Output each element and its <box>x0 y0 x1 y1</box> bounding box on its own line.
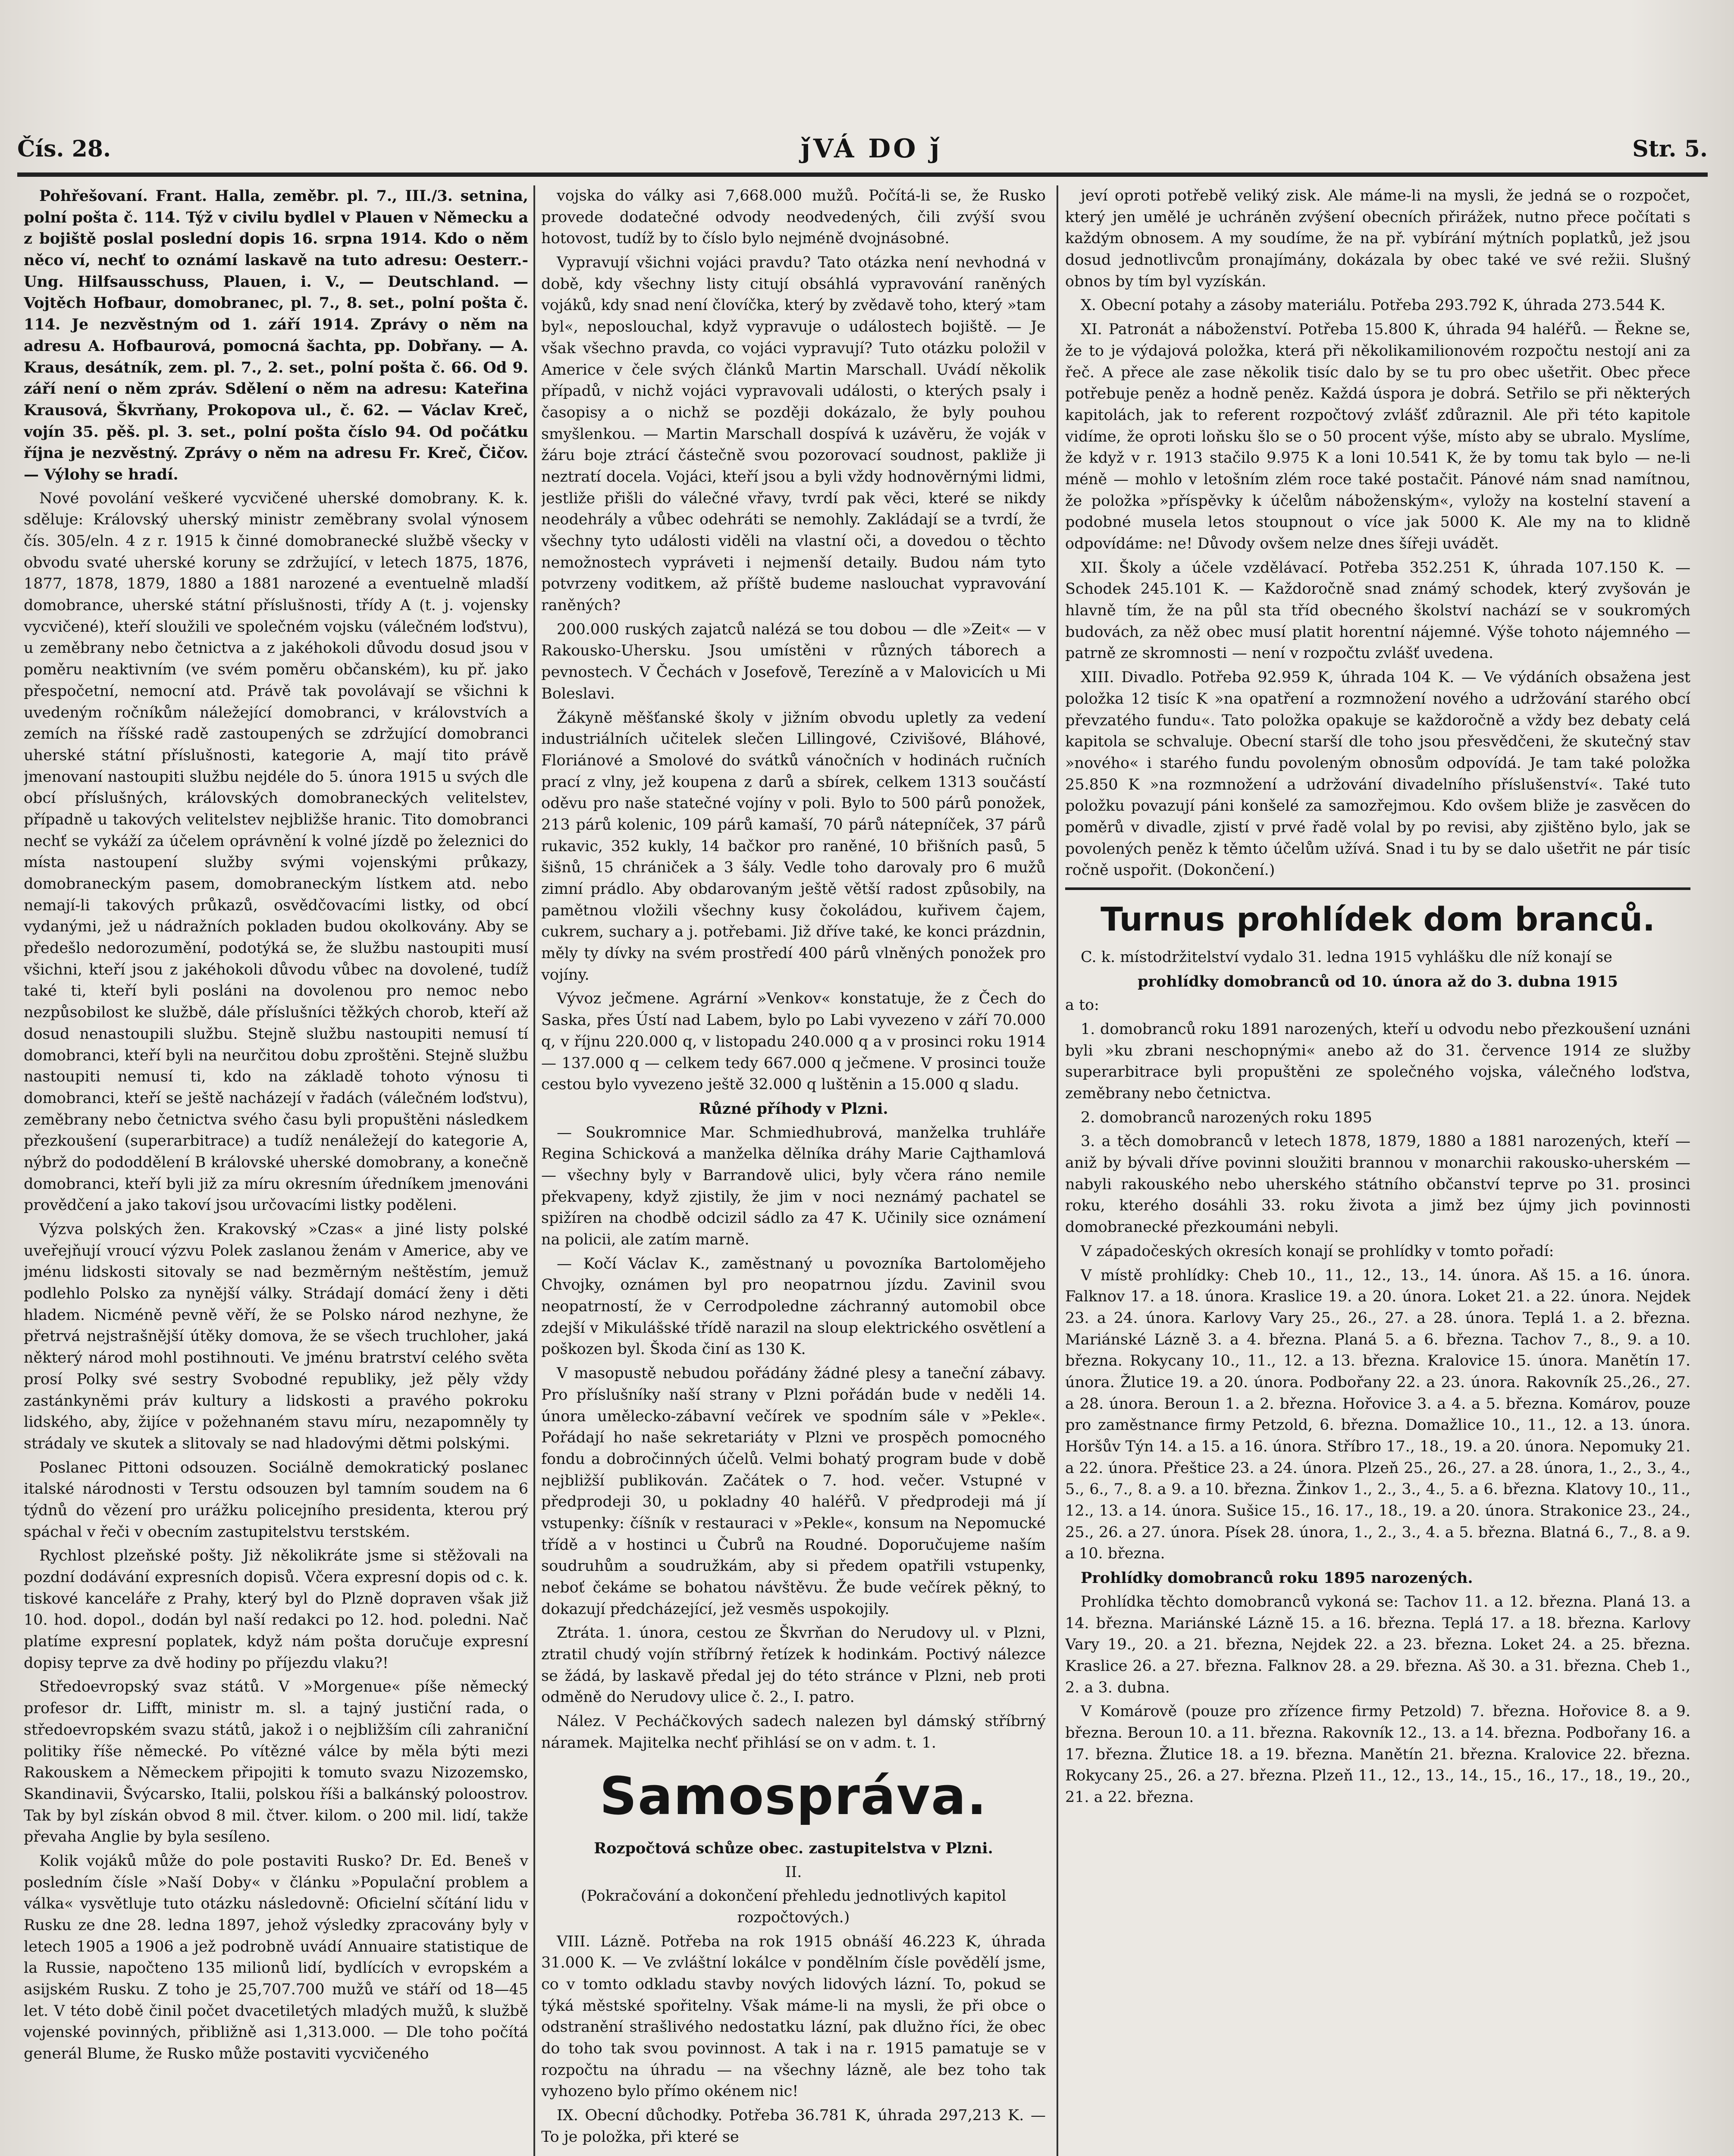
article-paragraph: 200.000 ruských zajatců nalézá se tou dobou — dle »Zeit« — v Rakousko-Uhersku. Jsou umístěni v různých táborech a pevnostech. V Čechách v Josefově, Terezíně a v Malovicích u Mi Boleslavi. <box>541 620 1046 702</box>
article-paragraph: (Pokračování a dokončení přehledu jednotlivých kapitol rozpočtových.) <box>580 1887 1007 1926</box>
article-paragraph: V západočeských okresích konají se prohlídky v tomto pořadí: <box>1081 1242 1554 1260</box>
column-2 <box>541 185 1046 2156</box>
article-paragraph: Středoevropský svaz států. V »Morgenue« píše německý profesor dr. Lifft, ministr m. sl. a tajný justiční rada, o středoevropském svazu států, jakož i o nejbližším cíli zahraniční politiky říše německé. Po vítězné válce by měla býti mezi Rakouskem a Německem připojiti k tomuto svazu Nizozemsko, Skandinavii, Švýcarsko, Italii, polskou říši a balkánský poloostrov. Tak by byl získán obvod 8 mil. čtver. kilom. o 200 mil. lidí, takže převaha Anglie by byla sesíleno. <box>24 1678 528 1846</box>
article-paragraph: Žákyně měšťanské školy v jižním obvodu upletly za vedení industriálních učitelek slečen Lillingové, Czivišové, Bláhové, Floriánové a Smolové do svátků vánočních v hodinách ručních prací z vlny, jež koupena z darů a sbírek, celkem 1313 součástí oděvu pro naše statečné vojíny v poli. Bylo to 500 párů ponožek, 213 párů kolenic, 109 párů kamaší, 70 párů nátepníček, 37 párů rukavic, 352 kukly, 14 bačkor pro raněné, 10 břišních pasů, 5 šišnů, 15 chrániček a 3 šály. Vedle toho darovaly pro 6 mužů zimní prádlo. Aby obdarovaným ještě větší radost způsobily, na pamětnou vložili všechny kusy čokoládou, kuřivem čajem, cukrem, suchary a j. potřebami. Již dříve také, ke konci prázdnin, měly ty dívky na svém prostředí 400 párů vlněných ponožek pro vojíny. <box>541 709 1046 984</box>
article-paragraph: C. k. místodržitelství vydalo 31. ledna 1915 vyhlášku dle níž konají se <box>1081 948 1612 966</box>
article-paragraph: 1. domobranců roku 1891 narozených, kteří u odvodu nebo přezkoušení uznáni byli »ku zbrani neschopnými« anebo až do 31. července 1914 ze služby superarbitrace byli propuštěni ze společného vojska, válečného loďstva, zeměbrany nebo četnictva. <box>1065 1020 1690 1103</box>
article-paragraph: V masopustě nebudou pořádány žádné plesy a taneční zábavy. Pro příslušníky naší strany v Plzni pořádán bude v neděli 14. února umělecko-zábavní večírek ve spodním sále v »Pekle«. Pořádají ho naše sekretariáty v Plzni ve prospěch pomocného fondu a dobročinných účelů. Velmi bohatý program bude v době nejbližší publikován. Začátek o 7. hod. večer. Vstupné v předprodeji 30, u pokladny 40 haléřů. V předprodeji má jí vstupenky: číšník v restauraci v »Pekle«, konsum na Nepomucké třídě a v hostinci u Čubrů na Roudné. Doporučujeme naším soudruhům a soudružkám, aby si předem opatřili vstupenky, neboť čekáme se bohatou návštěvu. Že bude večírek pěkný, to dokazují předcházející, jež vesměs uspokojily. <box>541 1365 1046 1618</box>
article-paragraph: vojska do války asi 7,668.000 mužů. Počítá-li se, že Rusko provede dodatečné odvody neodvedených, čili zvýší svou hotovost, tudíž by to číslo bylo nejméně dvojnásobné. <box>541 187 1046 248</box>
article-paragraph: Prohlídka těchto domobranců vykoná se: Tachov 11. a 12. března. Planá 13. a 14. března. Mariánské Lázně 15. a 16. března. Teplá 17. a 18. března. Karlovy Vary 19., 20. a 21. března, Nejdek 22. a 23. března. Loket 24. a 25. března. Kraslice 26. a 27. března. Falknov 28. a 29. března. Aš 30. a 31. března. Cheb 1., 2. a 3. dubna. <box>1065 1593 1690 1696</box>
article-paragraph: Vypravují všichni vojáci pravdu? Tato otázka není nevhodná v době, kdy všechny listy citují obsáhlá vypravování raněných vojáků, kdy snad není človíčka, který by zvědavě toho, který »tam byl«, neposlouchal, když vypravuje o událostech bojiště. — Je však všechno pravda, co vojáci vypravují? Tuto otázku položil v Americe v čele svých článků Martin Marschall. Uvádí několik případů, v nichž vojáci vypravovali události, o kterých psaly i časopisy a o nichž se později dokázalo, že byly pouhou smyšlenkou. — Martin Marschall dospívá k uzávěru, že voják v žáru boje ztrácí částečně svou pozorovací soudnost, pakliže ji neztratí docela. Vojáci, kteří jsou a byli vždy hodnověrnými lidmi, jestliže přišli do válečné vřavy, tvrdí pak věci, které se nikdy neodehrály a vůbec odehráti se nemohly. Zakládají se a tvrdí, že všechny tyto události viděli na vlastní oči, a dovedou o těchto nemožnostech vypráveti i nejmenší detaily. Budou nám tyto potvrzeny voditkem, až příště budeme naslouchat vypravování raněných? <box>541 254 1046 614</box>
article-paragraph: Rozpočtová schůze obec. zastupitelstva v Plzni. <box>594 1839 993 1857</box>
article-paragraph: X. Obecní potahy a zásoby materiálu. Potřeba 293.792 K, úhrada 273.544 K. <box>1081 297 1666 314</box>
article-paragraph: XII. Školy a účele vzdělávací. Potřeba 352.251 K, úhrada 107.150 K. — Schodek 245.101 K. — Každoročně snad známý schodek, který zvyšován je hlavně tím, že na půl sta tříd obecného školství nachází se v soukromých budovách, za něž obec musí platit horentní nájemné. Výše tohoto nájemného — patrně ze skromnosti — není v rozpočtu zvlášť uvedena. <box>1065 559 1690 662</box>
article-paragraph: Vývoz ječmene. Agrární »Venkov« konstatuje, že z Čech do Saska, přes Ústí nad Labem, bylo po Labi vyvezeno v září 70.000 q, v říjnu 220.000 q, v listopadu 240.000 q a v prosinci roku 1914 — 137.000 q — celkem tedy 667.000 q ječmene. V prosinci touže cestou bylo vyvezeno ještě 32.000 q luštěnin a 15.000 q sladu. <box>541 990 1046 1094</box>
article-paragraph: — Soukromnice Mar. Schmiedhubrová, manželka truhláře Regina Schicková a manželka dělníka dráhy Marie Cajthamlová — všechny byly v Barrandově ulici, byly včera ráno nemile překvapeny, když zjistily, že jim v noci neznámý pachatel se spižíren na chodbě odcizil sádlo za 47 K. Učinily sice oznámení na policii, ale zatím marně. <box>541 1124 1046 1248</box>
column-3 <box>1065 185 1690 2156</box>
article-paragraph: V místě prohlídky: Cheb 10., 11., 12., 13., 14. února. Aš 15. a 16. února. Falknov 17. a 18. února. Kraslice 19. a 20. února. Loket 21. a 22. února. Nejdek 23. a 24. února. Karlovy Vary 25., 26., 27. a 28. února. Teplá 1. a 2. března. Mariánské Lázně 3. a 4. března. Planá 5. a 6. března. Tachov 7., 8., 9. a 10. března. Rokycany 10., 11., 12. a 13. března. Kralovice 15. února. Manětín 17. února. Žlutice 19. a 20. února. Podbořany 22. a 23. února. Rakovník 25.,26., 27. a 28. února. Beroun 1. a 2. března. Hořovice 3. a 4. a 5. března. Komárov, pouze pro zaměstnance firmy Petzold, 6. března. Domažlice 10., 11., 12. a 13. února. Horšův Týn 14. a 15. a 16. února. Stříbro 17., 18., 19. a 20. února. Nepomuky 21. a 22. února. Přeštice 23. a 24. února. Plzeň 25., 26., 27. a 28. února, 1., 2., 3., 4., 5., 6., 7., 8. a 9. a 10. března. Žinkov 1., 2., 3., 4., 5. a 6. března. Klatovy 10., 11., 12., 13. a 14. února. Sušice 15., 16. 17., 18., 19. a 20. února. Strakonice 23., 24., 25., 26. a 27. února. Písek 28. února, 1., 2., 3., 4. a 5. března. Blatná 6., 7., 8. a 9. a 10. března. <box>1065 1266 1690 1563</box>
article-paragraph: Nález. V Pecháčkových sadech nalezen byl dámský stříbrný náramek. Majitelka nechť přihlásí se on v adm. t. 1. <box>541 1713 1046 1752</box>
issue-number: Čís. 28. <box>17 135 111 162</box>
article-paragraph: II. <box>785 1863 802 1881</box>
section-rule <box>1065 887 1690 890</box>
column-1 <box>24 185 528 2156</box>
article-paragraph: XIII. Divadlo. Potřeba 92.959 K, úhrada 104 K. — Ve výdáních obsažena jest položka 12 tisíc K »na opatření a rozmnožení nového a udržování starého obcí převzatého fundu«. Tato položka opakuje se každoročně a vždy bez debaty celá kapitola se schvaluje. Obecní starší dle toho jsou přesvědčeni, že skutečný stav »nového« i starého fundu povoleným obnosům odpovídá. Je tam také položka 25.850 K »na rozmnožení a udržování divadelního příslušenství«. Také tuto položku povazují páni konšelé za samozřejmou. Kdo ovšem bliže je zasvěcen do poměrů v divadle, zjistí v prvé řadě volal by po revisi, aby zjištěno bylo, jak se povolených peněz k těmto účelům užívá. Snad i tu by se dalo ušetřit ne pár tisíc ročně uspořit. (Dokončení.) <box>1065 669 1690 879</box>
article-paragraph: Pohřešovaní. Frant. Halla, zeměbr. pl. 7., III./3. setnina, polní pošta č. 114. Týž v civilu bydlel v Plauen v Německu a z bojiště poslal poslední dopis 16. srpna 1914. Kdo o něm něco ví, nechť to oznámí laskavě na tuto adresu: Oesterr.-Ung. Hilfsausschuss, Plauen, i. V., — Deutschland. — Vojtěch Hofbaur, domobranec, pl. 7., 8. set., polní pošta č. 114. Je nezvěstným od 1. září 1914. Zprávy o něm na adresu A. Hofbaurová, pomocná šachta, pp. Dobřany. — A. Kraus, desátník, zem. pl. 7., 2. set., polní pošta č. 66. Od 9. září není o něm zpráv. Sdělení o něm na adresu: Kateřina Krausová, Škvrňany, Prokopova ul., č. 62. — Václav Kreč, vojín 35. pěš. pl. 3. set., polní pošta číslo 94. Od počátku října je nezvěstný. Zprávy o něm na adresu Fr. Kreč, Čičov. — Výlohy se hradí. <box>24 187 528 483</box>
article-paragraph: IX. Obecní důchodky. Potřeba 36.781 K, úhrada 297,213 K. — To je položka, při které se <box>541 2107 1046 2146</box>
article-paragraph: 3. a těch domobranců v letech 1878, 1879, 1880 a 1881 narozených, kteří — aniž by bývali dříve povinni sloužiti brannou v monarchii rakousko-uherském — nabyli rakouského nebo uherského státního občanství teprve po 31. prosinci roku, kterého dosáhli 33. roku života a jimž bez újmy jich povinnosti domobranecké přezkoumáni nebyli. <box>1065 1133 1690 1236</box>
article-paragraph: Poslanec Pittoni odsouzen. Sociálně demokratický poslanec italské národnosti v Terstu odsouzen byl tamním soudem na 6 týdnů do vězení pro urážku policejního presidenta, kterou prý spáchal v řeči v obecním zastupitelstvu terstském. <box>24 1459 528 1541</box>
article-paragraph: Rychlost plzeňské pošty. Již několikráte jsme si stěžovali na pozdní dodávání expresních dopisů. Včera expresní dopis od c. k. tiskové kanceláře z Prahy, který byl do Plzně dopraven však již 10. hod. dopol., dodán byl naší redakci po 12. hod. poledni. Nač platíme expresní poplatek, když nám pošta doručuje expresní dopisy teprve za dvě hodiny po příjezdu vlaku?! <box>24 1547 528 1672</box>
article-paragraph: Nové povolání veškeré vycvičené uherské domobrany. K. k. sděluje: Královský uherský ministr zeměbrany svolal výnosem čís. 305/eln. 4 z r. 1915 k činné domobranecké službě všecky v obvodu svaté uherské koruny se zdržující, v letech 1875, 1876, 1877, 1878, 1879, 1880 a 1881 narozené a eventuelně mladší domobrance, uherské státní příslušnosti, třídy A (t. j. vojensky vycvičené), kteří sloužili ve společném vojsku (válečném loďstvu), u zeměbrany nebo četnictva a z jakéhokoli důvodu dosud jsou v poměru neaktivním (ve svém poměru občanském), ku př. jako přespočetní, nemocní atd. Právě tak povolávají se všichni k uvedeným ročníkům náležející domobranci, v královstvích a zemích na říšské radě zastoupených se zdržující domobranci uherské státní příslušnosti, kategorie A, mají tito právě jmenovaní nastoupiti službu nejdéle do 5. února 1915 u svých dle obcí příslušných, královských domobraneckých velitelstev, případně u takových velitelstev nejbližše hranic. Tito domobranci nechť se vykáží za účelem oprávnění k volné jízdě po železnici do místa nastoupení služby svými vojenskými průkazy, domobraneckým pasem, domobraneckým lístkem atd. nebo nemají-li takových průkazů, osvědčovacími listky, od obcí vydanými, jež u nádražních pokladen budou okolkovány. Aby se předešlo nedorozumění, podotýká se, že službu nastoupiti musí všichni, kteří jsou z jakéhokoli důvodu vůbec na dovolené, tudíž také ti, kteří byli posláni na dovolenou pro nemoc nebo nezpůsobilost ke službě, dále příslušníci těžkých chorob, kteří až dosud nenastoupili službu. Stejně službu nastoupiti nemusí tí domobranci, kteří byli na neurčitou dobu zproštěni. Stejně službu nastoupiti nemusí ti, kdo na základě tohoto výnosu ti domobranci, kteří se ještě nacházejí v řadách (válečném loďstvu), zeměbrany nebo četnictva svého času byli propuštěni následkem přezkoušení (superarbitrace) a tudíž nenáležejí do kategorie A, nýbrž do pododdělení B královské uherské domobrany, a konečně domobranci, kteří byli již za míru okresním úředníkem jmenováni provědčení a jako takoví jsou určovacími listky poděleni. <box>24 489 528 1214</box>
section-heading: Samospráva. <box>599 1766 988 1827</box>
article-paragraph: Výzva polských žen. Krakovský »Czas« a jiné listy polské uveřejňují vroucí výzvu Polek zaslanou ženám v Americe, aby ve jménu lidskosti sitovaly se nad bezměrným neštěstím, jemuž podlehlo Polsko za nynější války. Strádají domácí ženy i děti hladem. Nicméně pevně věří, že se Polsko národ nezhyne, že přetrvá nejstrašnější útěky domova, že se všech truchloher, jaká některý národ mohl postihnouti. Ve jménu bratrství celého světa prosí Polky své sestry Svobodné republiky, jež pěly vždy zastánkyněmi práv kultury a lidskosti a pravého pokroku lidského, aby, žijíce v požehnaném stavu míru, nezapomněly ty strádaly ve skutek a slitovaly se nad hladovými dětmi polskými. <box>24 1221 528 1452</box>
masthead-title: ǰVÁ DO ǰ <box>801 134 943 164</box>
article-paragraph: Prohlídky domobranců roku 1895 narozených. <box>1081 1569 1473 1587</box>
article-paragraph: 2. domobranců narozených roku 1895 <box>1081 1109 1372 1126</box>
page-number: Str. 5. <box>1632 135 1708 162</box>
page-header <box>17 125 1708 177</box>
article-paragraph: Ztráta. 1. února, cestou ze Škvrňan do Nerudovy ul. v Plzni, ztratil chudý vojín stříbrný řetízek k hodinkám. Poctivý nálezce se žádá, by laskavě předal jej do této stránce v Plzni, neb proti odměně do Nerudovy ulice č. 2., I. patro. <box>541 1624 1046 1706</box>
article-paragraph: Kolik vojáků může do pole postaviti Rusko? Dr. Ed. Beneš v posledním čísle »Naší Doby« v článku »Populační problem a válka« vysvětluje tuto otázku následovně: Oficielní sčítání lidu v Rusku ze dne 28. ledna 1897, jehož výsledky zpracovány byly v letech 1905 a 1906 a jež podrobně uvádí Annuaire statistique de la Russie, napočteno 135 milionů lidí, bydlících v evropském a asijském Rusku. Z toho je 25,707.700 mužů ve stáří od 18—45 let. V této době činil počet dvacetiletých mladých mužů, k službě vojenské povinných, přibližně asi 1,313.000. — Dle toho počítá generál Blume, že Rusko může postaviti vycvičeného <box>24 1852 528 2063</box>
article-paragraph: jeví oproti potřebě veliký zisk. Ale máme-li na mysli, že jedná se o rozpočet, který jen umělé je uchráněn zvýšení obecních přirážek, nutno přece počítati s každým obnosem. A my soudíme, že na př. vybírání mýtních poplatků, jež jsou dosud jednotlivcům pronajímány, dokázala by obec také ve své režii. Slušný obnos by tím byl vyzískán. <box>1065 187 1690 290</box>
article-paragraph: VIII. Lázně. Potřeba na rok 1915 obnáší 46.223 K, úhrada 31.000 K. — Ve zvláštní lokálce v pondělním čísle povědělí jsme, co v tomto odkladu stavby nových lidových lázní. To, pokud se týká městské spořitelny. Však máme-li na mysli, že při obce o odstranění strašlivého nedostatku lázní, pak dlužno říci, že obec do toho tak svou povinnost. A tak i na r. 1915 pamatuje se v rozpočtu na úhradu — na všechny lázně, ale bez toho tak vyhozeno bylo přímo okénem nic! <box>541 1933 1046 2100</box>
article-paragraph: a to: <box>1065 997 1099 1014</box>
article-heading: Turnus prohlídek dom branců. <box>1101 900 1655 938</box>
column-divider <box>533 185 535 2156</box>
article-paragraph: prohlídky domobranců od 10. února až do 3. dubna 1915 <box>1138 972 1618 990</box>
article-paragraph: — Kočí Václav K., zaměstnaný u povozníka Bartolomějeho Chvojky, oznámen byl pro neopatrnou jízdu. Zavinil svou neopatrností, že v Cerrodpoledne záchranný automobil obce zdejší v Mikulášské třídě narazil na sloup elektrického osvětlení a poškozen byl. Škoda činí as 130 K. <box>541 1255 1046 1358</box>
article-paragraph: XI. Patronát a náboženství. Potřeba 15.800 K, úhrada 94 haléřů. — Řekne se, že to je výdajová položka, která při několikamilionovém rozpočtu nestojí ani za řeč. A přece ale zase několik tisíc dalo by se tu pro obec ušetřit. Obec přece potřebuje peněz a hodně peněz. Každá úspora je dobrá. Setřilo se při některých kapitolách, jak to referent rozpočtový zvlášť zdůraznil. Ale při této kapitole vidíme, že oproti loňsku šlo se o 50 procent výše, místo aby se ubralo. Myslíme, že když v r. 1913 stačilo 9.975 K a loni 10.541 K, že by tomu tak bylo — ne-li méně — mohlo v letošním zlém roce také postačit. Pánové nám snad namítnou, že položka »příspěvky k účelům náboženským«, vyložy na kostelní stavení a podobné musela letos stoupnout o více jak 5000 K. Ale my na to klidně odpovídáme: ne! Důvody ovšem nelze dnes šířeji uvádět. <box>1065 321 1690 552</box>
column-divider <box>1057 185 1058 2156</box>
article-paragraph: V Komárově (pouze pro zřízence firmy Petzold) 7. března. Hořovice 8. a 9. března. Beroun 10. a 11. března. Rakovník 12., 13. a 14. března. Podbořany 16. a 17. března. Žlutice 18. a 19. března. Manětín 21. března. Kralovice 22. března. Rokycany 25., 26. a 27. března. Plzeň 11., 12., 13., 14., 15., 16., 17., 18., 19., 20., 21. a 22. března. <box>1065 1703 1690 1806</box>
article-paragraph: Různé příhody v Plzni. <box>699 1100 888 1118</box>
